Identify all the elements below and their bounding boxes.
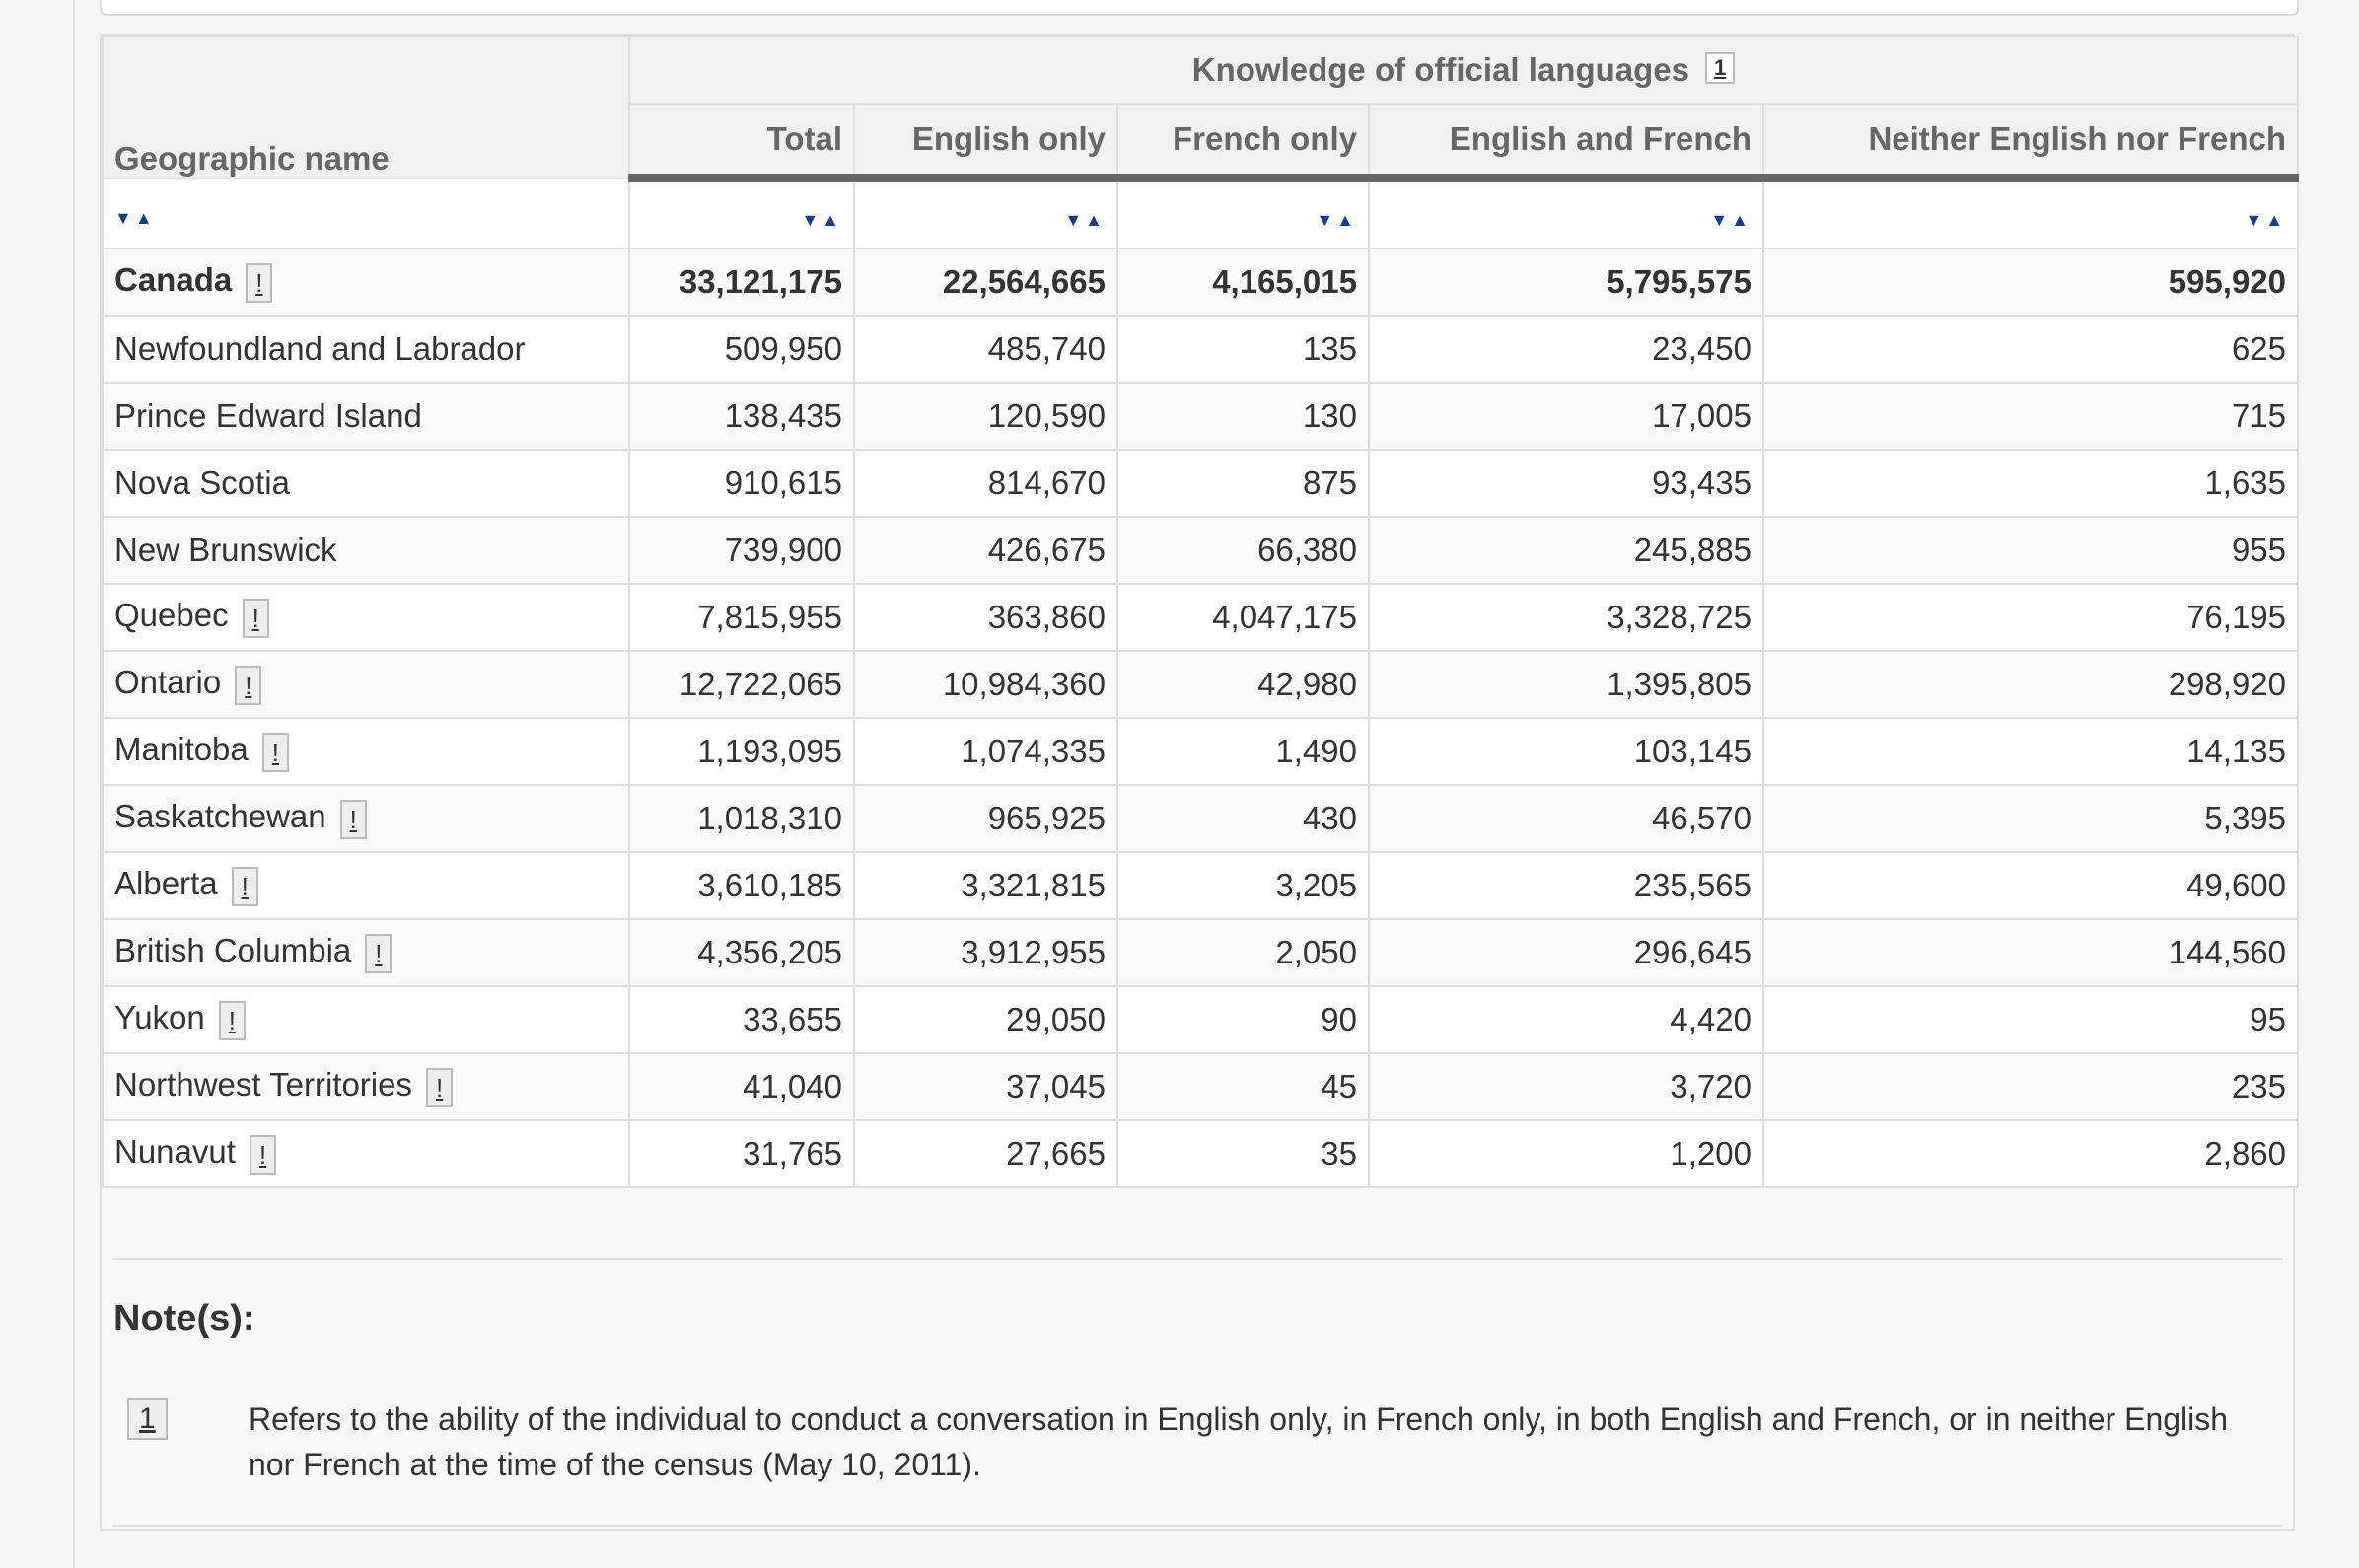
table-row-canada (103, 249, 2298, 316)
cell-total: 33,655 (629, 986, 854, 1053)
footnote-flag-button[interactable]: ! (426, 1068, 453, 1107)
footnote-flag-button[interactable]: ! (235, 666, 261, 705)
cell-english-and-french: 5,795,575 (1369, 249, 1763, 316)
cell-english-and-french: 235,565 (1369, 852, 1763, 919)
footnote-flag-button[interactable]: ! (219, 1001, 246, 1040)
sort-french-only[interactable] (1117, 178, 1369, 249)
cell-english-only: 3,912,955 (854, 919, 1117, 986)
note-text: Refers to the ability of the individual to conduct a conversation in English only, in French only, in both English and French, or in neither English nor French at the time of the census (May 10, 2011). (249, 1401, 2229, 1482)
table-row (103, 450, 2298, 517)
sort-controls-row (103, 178, 2298, 249)
cell-name: Alberta ! (103, 852, 629, 919)
cell-english-only: 965,925 (854, 785, 1117, 852)
footnote-flag-button[interactable]: ! (243, 599, 269, 638)
cell-french-only: 4,165,015 (1117, 249, 1369, 316)
sort-arrows-icon[interactable]: ▼▲ (2245, 210, 2287, 230)
cell-french-only: 42,980 (1117, 651, 1369, 718)
sort-arrows-icon[interactable]: ▼▲ (801, 210, 842, 230)
cell-name: Nova Scotia (103, 450, 629, 517)
cell-english-only: 120,590 (854, 383, 1117, 450)
cell-french-only: 135 (1117, 316, 1369, 383)
cell-neither: 1,635 (1763, 450, 2298, 517)
official-languages-table (102, 36, 2299, 1188)
table-row (103, 584, 2298, 651)
cell-neither: 76,195 (1763, 584, 2298, 651)
table-row (103, 316, 2298, 383)
footnote-flag-button[interactable]: ! (262, 733, 289, 772)
sort-neither[interactable] (1763, 178, 2298, 249)
table-row (103, 986, 2298, 1053)
cell-neither: 14,135 (1763, 718, 2298, 785)
cell-english-and-french: 46,570 (1369, 785, 1763, 852)
cell-neither: 49,600 (1763, 852, 2298, 919)
cell-total: 1,193,095 (629, 718, 854, 785)
cell-english-only: 27,665 (854, 1120, 1117, 1187)
cell-name: Prince Edward Island (103, 383, 629, 450)
cell-french-only: 45 (1117, 1053, 1369, 1120)
table-row (103, 785, 2298, 852)
column-header-french-only: French only (1117, 104, 1369, 178)
footnote-flag-button[interactable]: ! (250, 1135, 276, 1175)
sort-arrows-icon[interactable]: ▼▲ (1316, 210, 1357, 230)
cell-neither: 625 (1763, 316, 2298, 383)
table-row (103, 718, 2298, 785)
cell-total: 41,040 (629, 1053, 854, 1120)
cell-total: 3,610,185 (629, 852, 854, 919)
table-row (103, 651, 2298, 718)
cell-neither: 595,920 (1763, 249, 2298, 316)
cell-english-only: 10,984,360 (854, 651, 1117, 718)
cell-english-only: 426,675 (854, 517, 1117, 584)
cell-total: 739,900 (629, 517, 854, 584)
cell-english-and-french: 1,395,805 (1369, 651, 1763, 718)
cell-name: Saskatchewan ! (103, 785, 629, 852)
footnote-link-1[interactable]: 1 (1705, 52, 1735, 84)
cell-total: 4,356,205 (629, 919, 854, 986)
cell-french-only: 430 (1117, 785, 1369, 852)
cell-name: Ontario ! (103, 651, 629, 718)
cell-english-only: 22,564,665 (854, 249, 1117, 316)
cell-english-and-french: 103,145 (1369, 718, 1763, 785)
cell-english-and-french: 17,005 (1369, 383, 1763, 450)
cell-english-and-french: 3,328,725 (1369, 584, 1763, 651)
cell-english-and-french: 93,435 (1369, 450, 1763, 517)
cell-total: 138,435 (629, 383, 854, 450)
cell-total: 1,018,310 (629, 785, 854, 852)
cell-french-only: 4,047,175 (1117, 584, 1369, 651)
cell-english-and-french: 245,885 (1369, 517, 1763, 584)
cell-name: Manitoba ! (103, 718, 629, 785)
cell-total: 7,815,955 (629, 584, 854, 651)
cell-neither: 955 (1763, 517, 2298, 584)
sort-english-only[interactable] (854, 178, 1117, 249)
cell-name: Newfoundland and Labrador (103, 316, 629, 383)
table-row (103, 517, 2298, 584)
cell-french-only: 875 (1117, 450, 1369, 517)
table-row (103, 852, 2298, 919)
footnote-flag-button[interactable]: ! (365, 934, 392, 973)
footnote-flag-button[interactable]: ! (340, 800, 367, 839)
sort-arrows-icon[interactable]: ▼▲ (1710, 210, 1751, 230)
cell-english-only: 3,321,815 (854, 852, 1117, 919)
table-row (103, 919, 2298, 986)
sort-english-and-french[interactable] (1369, 178, 1763, 249)
cell-total: 33,121,175 (629, 249, 854, 316)
data-table-panel (100, 34, 2295, 1531)
column-header-neither: Neither English nor French (1763, 104, 2298, 178)
column-header-english-only: English only (854, 104, 1117, 178)
cell-name: New Brunswick (103, 517, 629, 584)
cell-total: 12,722,065 (629, 651, 854, 718)
cell-english-and-french: 23,450 (1369, 316, 1763, 383)
column-header-total: Total (629, 104, 854, 178)
table-row (103, 1053, 2298, 1120)
notes-title: Note(s): (113, 1298, 255, 1339)
table-row (103, 1120, 2298, 1187)
cell-neither: 2,860 (1763, 1120, 2298, 1187)
column-header-english-and-french: English and French (1369, 104, 1763, 178)
sort-arrows-icon[interactable]: ▼▲ (114, 208, 156, 229)
cell-french-only: 1,490 (1117, 718, 1369, 785)
note-number-link[interactable]: 1 (127, 1398, 168, 1440)
cell-name: Canada ! (103, 249, 629, 316)
cell-name: British Columbia ! (103, 919, 629, 986)
cell-neither: 5,395 (1763, 785, 2298, 852)
cell-english-only: 29,050 (854, 986, 1117, 1053)
cell-name: Nunavut ! (103, 1120, 629, 1187)
notes-section (113, 1258, 2283, 1527)
cell-neither: 715 (1763, 383, 2298, 450)
footnote-flag-button[interactable]: ! (232, 867, 258, 906)
cell-name: Quebec ! (103, 584, 629, 651)
sort-arrows-icon[interactable]: ▼▲ (1064, 210, 1106, 230)
cell-english-only: 485,740 (854, 316, 1117, 383)
page-left-rule (73, 0, 75, 1568)
cell-english-only: 363,860 (854, 584, 1117, 651)
cell-neither: 235 (1763, 1053, 2298, 1120)
cell-english-only: 37,045 (854, 1053, 1117, 1120)
cell-neither: 298,920 (1763, 651, 2298, 718)
cell-english-and-french: 296,645 (1369, 919, 1763, 986)
cell-english-only: 1,074,335 (854, 718, 1117, 785)
top-panel-edge (100, 0, 2299, 16)
cell-french-only: 130 (1117, 383, 1369, 450)
column-header-geographic-name: Geographic name (103, 36, 629, 178)
table-row (103, 383, 2298, 450)
cell-french-only: 90 (1117, 986, 1369, 1053)
cell-total: 509,950 (629, 316, 854, 383)
cell-english-only: 814,670 (854, 450, 1117, 517)
cell-name: Northwest Territories ! (103, 1053, 629, 1120)
cell-french-only: 35 (1117, 1120, 1369, 1187)
cell-french-only: 66,380 (1117, 517, 1369, 584)
footnote-flag-button[interactable]: ! (246, 263, 272, 303)
cell-neither: 144,560 (1763, 919, 2298, 986)
cell-english-and-french: 3,720 (1369, 1053, 1763, 1120)
sort-geographic-name[interactable] (103, 178, 629, 249)
group-header-knowledge-of-official-languages: Knowledge of official languages 1 (629, 36, 2298, 104)
cell-name: Yukon ! (103, 986, 629, 1053)
cell-french-only: 3,205 (1117, 852, 1369, 919)
cell-english-and-french: 1,200 (1369, 1120, 1763, 1187)
cell-french-only: 2,050 (1117, 919, 1369, 986)
cell-english-and-french: 4,420 (1369, 986, 1763, 1053)
cell-total: 910,615 (629, 450, 854, 517)
sort-total[interactable] (629, 178, 854, 249)
cell-total: 31,765 (629, 1120, 854, 1187)
cell-neither: 95 (1763, 986, 2298, 1053)
